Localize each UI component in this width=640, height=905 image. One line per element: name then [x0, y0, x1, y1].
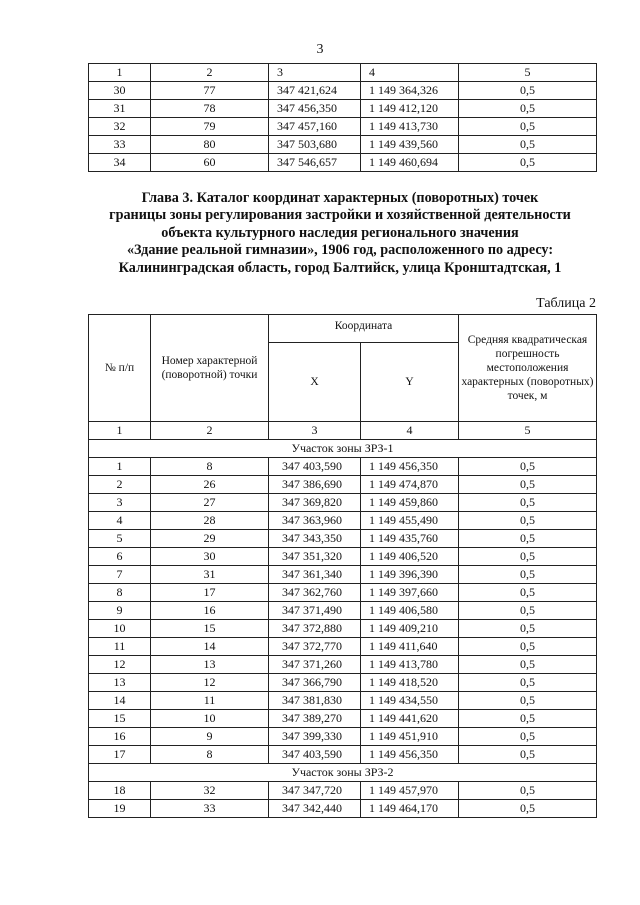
- table-cell: 1 149 406,520: [361, 548, 459, 566]
- table-row: [89, 620, 597, 638]
- table-cell: 347 457,160: [269, 118, 361, 136]
- table-cell: 1 149 411,640: [361, 638, 459, 656]
- table-cell: 1 149 412,120: [361, 100, 459, 118]
- table-cell: 80: [151, 136, 269, 154]
- table-cell: 347 456,350: [269, 100, 361, 118]
- table-cell: 0,5: [459, 602, 597, 620]
- table-cell: 347 403,590: [269, 746, 361, 764]
- table-cell: 5: [459, 422, 597, 440]
- table-cell: 1 149 413,780: [361, 656, 459, 674]
- table-cell: 77: [151, 82, 269, 100]
- table-cell: 11: [151, 692, 269, 710]
- table-cell: 14: [89, 692, 151, 710]
- table-cell: 13: [89, 674, 151, 692]
- table-cell: 30: [89, 82, 151, 100]
- table-cell: 4: [361, 64, 459, 82]
- heading-line: границы зоны регулирования застройки и хозяйственной деятельности: [109, 207, 571, 224]
- table-row: [89, 458, 597, 476]
- coordinates-table-continued: [88, 63, 597, 172]
- table-cell: 347 362,760: [269, 584, 361, 602]
- table-cell: 347 371,490: [269, 602, 361, 620]
- table-cell: 347 347,720: [269, 782, 361, 800]
- table-cell: 0,5: [459, 584, 597, 602]
- table-cell: 0,5: [459, 548, 597, 566]
- table-cell: 11: [89, 638, 151, 656]
- table-cell: 0,5: [459, 692, 597, 710]
- table-row: [89, 82, 597, 100]
- table-cell: 1 149 457,970: [361, 782, 459, 800]
- table-cell: 1 149 451,910: [361, 728, 459, 746]
- table-cell: 5: [89, 530, 151, 548]
- table-cell: 347 343,350: [269, 530, 361, 548]
- table-cell: 4: [89, 512, 151, 530]
- table-cell: 33: [151, 800, 269, 818]
- table-cell: 5: [459, 64, 597, 82]
- table-cell: 0,5: [459, 620, 597, 638]
- table-cell: 19: [89, 800, 151, 818]
- table-cell: 0,5: [459, 566, 597, 584]
- table-cell: 1 149 456,350: [361, 746, 459, 764]
- table-cell: 12: [89, 656, 151, 674]
- table-cell: 347 381,830: [269, 692, 361, 710]
- table-cell: 0,5: [459, 512, 597, 530]
- table-row: [89, 710, 597, 728]
- table-cell: 1 149 441,620: [361, 710, 459, 728]
- table-cell: 0,5: [459, 100, 597, 118]
- table-cell: 16: [151, 602, 269, 620]
- table-cell: 7: [89, 566, 151, 584]
- table-cell: 1 149 396,390: [361, 566, 459, 584]
- table-row: [89, 100, 597, 118]
- table-cell: 347 371,260: [269, 656, 361, 674]
- table-cell: 0,5: [459, 674, 597, 692]
- heading-line: Калининградская область, город Балтийск, улица Кронштадтская, 1: [118, 259, 562, 276]
- table-row: [89, 746, 597, 764]
- table-cell: 347 372,770: [269, 638, 361, 656]
- table-cell: 10: [89, 620, 151, 638]
- table-cell: 347 389,270: [269, 710, 361, 728]
- section-title: Участок зоны ЗРЗ-2: [89, 764, 597, 782]
- column-header-coordinate: Координата: [269, 315, 459, 343]
- table-cell: 1: [89, 422, 151, 440]
- table-cell: 16: [89, 728, 151, 746]
- table-cell: 1 149 418,520: [361, 674, 459, 692]
- table-cell: 1 149 406,580: [361, 602, 459, 620]
- table-cell: 15: [151, 620, 269, 638]
- table-cell: 347 351,320: [269, 548, 361, 566]
- coordinates-catalog-table: [88, 314, 597, 818]
- page-number: 3: [316, 42, 324, 57]
- table-cell: 0,5: [459, 476, 597, 494]
- table-cell: 9: [89, 602, 151, 620]
- table-cell: 26: [151, 476, 269, 494]
- table-cell: 15: [89, 710, 151, 728]
- table-cell: 30: [151, 548, 269, 566]
- section-row: [89, 764, 597, 782]
- table-cell: 1 149 409,210: [361, 620, 459, 638]
- table-cell: 347 342,440: [269, 800, 361, 818]
- table-cell: 347 386,690: [269, 476, 361, 494]
- table-cell: 33: [89, 136, 151, 154]
- table-cell: 347 399,330: [269, 728, 361, 746]
- table-cell: 347 361,340: [269, 566, 361, 584]
- chapter-heading: [60, 190, 620, 277]
- table-cell: 17: [89, 746, 151, 764]
- table-cell: 347 366,790: [269, 674, 361, 692]
- column-header-number: № п/п: [89, 315, 151, 422]
- table-row: [89, 674, 597, 692]
- table-row: [89, 494, 597, 512]
- heading-line: объекта культурного наследия регионального значения: [161, 224, 519, 241]
- table-cell: 347 403,590: [269, 458, 361, 476]
- table-label: Таблица 2: [536, 296, 596, 311]
- table-cell: 0,5: [459, 494, 597, 512]
- table-cell: 0,5: [459, 746, 597, 764]
- table-cell: 1 149 397,660: [361, 584, 459, 602]
- table-cell: 79: [151, 118, 269, 136]
- table-row: [89, 548, 597, 566]
- table-cell: 60: [151, 154, 269, 172]
- table-cell: 9: [151, 728, 269, 746]
- column-header-error: Средняя квадратическая погрешность местоположения характерных (поворотных) точек, м: [459, 315, 597, 422]
- table-cell: 0,5: [459, 710, 597, 728]
- table-cell: 1 149 434,550: [361, 692, 459, 710]
- table-cell: 1 149 413,730: [361, 118, 459, 136]
- table-row: [89, 602, 597, 620]
- table-cell: 8: [151, 458, 269, 476]
- table-cell: 31: [89, 100, 151, 118]
- column-header-y: Y: [361, 343, 459, 422]
- table-cell: 8: [151, 746, 269, 764]
- table-cell: 1 149 364,326: [361, 82, 459, 100]
- table-cell: 1 149 474,870: [361, 476, 459, 494]
- table-cell: 2: [89, 476, 151, 494]
- table-cell: 347 421,624: [269, 82, 361, 100]
- table-cell: 1 149 455,490: [361, 512, 459, 530]
- table-cell: 1 149 460,694: [361, 154, 459, 172]
- table-cell: 0,5: [459, 728, 597, 746]
- table-cell: 3: [89, 494, 151, 512]
- table-cell: 0,5: [459, 458, 597, 476]
- column-header-point: Номер характерной (поворотной) точки: [151, 315, 269, 422]
- table-cell: 1: [89, 458, 151, 476]
- table-cell: 1 149 435,760: [361, 530, 459, 548]
- table-cell: 1: [89, 64, 151, 82]
- table-cell: 10: [151, 710, 269, 728]
- table-cell: 32: [151, 782, 269, 800]
- heading-line: Глава 3. Каталог координат характерных (поворотных) точек: [141, 190, 539, 206]
- table-row: [89, 638, 597, 656]
- table-row: [89, 154, 597, 172]
- table-cell: 0,5: [459, 136, 597, 154]
- table-cell: 28: [151, 512, 269, 530]
- table-cell: 1 149 464,170: [361, 800, 459, 818]
- table-cell: 29: [151, 530, 269, 548]
- table-cell: 2: [151, 64, 269, 82]
- table-cell: 0,5: [459, 530, 597, 548]
- table-cell: 6: [89, 548, 151, 566]
- table-cell: 0,5: [459, 656, 597, 674]
- section-title: Участок зоны ЗРЗ-1: [89, 440, 597, 458]
- table-row: [89, 512, 597, 530]
- table-cell: 13: [151, 656, 269, 674]
- table-cell: 0,5: [459, 800, 597, 818]
- table-cell: 17: [151, 584, 269, 602]
- table-cell: 14: [151, 638, 269, 656]
- table-row: [89, 566, 597, 584]
- table-cell: 34: [89, 154, 151, 172]
- heading-line: «Здание реальной гимназии», 1906 год, расположенного по адресу:: [126, 242, 554, 259]
- table-row: [89, 530, 597, 548]
- table-cell: 8: [89, 584, 151, 602]
- table-cell: 347 503,680: [269, 136, 361, 154]
- section-row: [89, 440, 597, 458]
- table-cell: 31: [151, 566, 269, 584]
- table-row: [89, 136, 597, 154]
- table-row: [89, 728, 597, 746]
- table-cell: 78: [151, 100, 269, 118]
- table-header-row: [89, 64, 597, 82]
- table-cell: 0,5: [459, 638, 597, 656]
- table-cell: 347 372,880: [269, 620, 361, 638]
- table-row: [89, 692, 597, 710]
- table-cell: 0,5: [459, 782, 597, 800]
- column-header-x: X: [269, 343, 361, 422]
- table-row: [89, 584, 597, 602]
- table-cell: 12: [151, 674, 269, 692]
- table-cell: 2: [151, 422, 269, 440]
- table-row: [89, 476, 597, 494]
- table-cell: 27: [151, 494, 269, 512]
- table-cell: 1 149 456,350: [361, 458, 459, 476]
- table-cell: 0,5: [459, 154, 597, 172]
- table-cell: 1 149 439,560: [361, 136, 459, 154]
- table-cell: 3: [269, 64, 361, 82]
- table-cell: 0,5: [459, 82, 597, 100]
- table-cell: 347 546,657: [269, 154, 361, 172]
- table-row: [89, 656, 597, 674]
- table-row: [89, 118, 597, 136]
- table-row: [89, 800, 597, 818]
- table-cell: 4: [361, 422, 459, 440]
- table-cell: 32: [89, 118, 151, 136]
- table-row: [89, 782, 597, 800]
- table-cell: 0,5: [459, 118, 597, 136]
- table-cell: 3: [269, 422, 361, 440]
- table-cell: 18: [89, 782, 151, 800]
- table-cell: 1 149 459,860: [361, 494, 459, 512]
- column-numbers-row: [89, 422, 597, 440]
- table-cell: 347 369,820: [269, 494, 361, 512]
- table-cell: 347 363,960: [269, 512, 361, 530]
